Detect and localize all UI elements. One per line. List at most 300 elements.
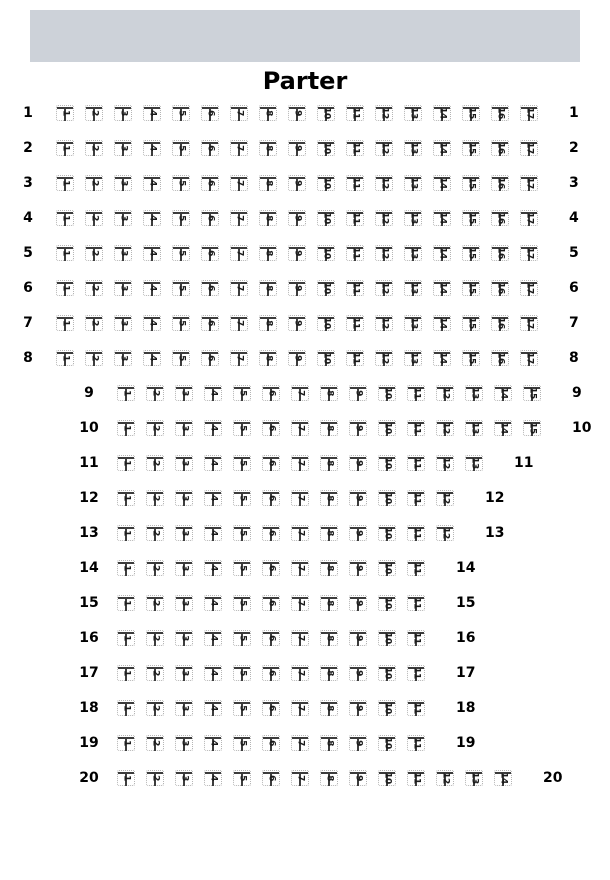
seat[interactable] <box>146 595 164 611</box>
seat[interactable] <box>491 210 509 226</box>
seat[interactable] <box>349 455 367 471</box>
seat[interactable] <box>204 420 222 436</box>
seat[interactable] <box>143 245 161 261</box>
seat[interactable] <box>262 735 280 751</box>
seat[interactable] <box>288 315 306 331</box>
seat[interactable] <box>117 770 135 786</box>
seat[interactable] <box>262 595 280 611</box>
seat[interactable] <box>288 350 306 366</box>
seat[interactable] <box>262 770 280 786</box>
seat[interactable] <box>262 560 280 576</box>
seat[interactable] <box>491 175 509 191</box>
seat[interactable] <box>172 245 190 261</box>
seat-number: 4 <box>208 599 219 606</box>
seat[interactable] <box>465 770 483 786</box>
seat[interactable] <box>407 420 425 436</box>
seat[interactable] <box>262 420 280 436</box>
seat[interactable] <box>491 280 509 296</box>
seat[interactable] <box>114 210 132 226</box>
seat[interactable] <box>117 665 135 681</box>
seat[interactable] <box>465 385 483 401</box>
seat[interactable] <box>201 105 219 121</box>
seat-number: 11 <box>350 141 361 154</box>
seat[interactable] <box>259 175 277 191</box>
seat[interactable] <box>349 735 367 751</box>
seat[interactable] <box>233 525 251 541</box>
seat[interactable] <box>317 210 335 226</box>
seat[interactable] <box>291 525 309 541</box>
seat[interactable] <box>143 105 161 121</box>
seat[interactable] <box>320 735 338 751</box>
seat[interactable] <box>465 455 483 471</box>
row-label-left: 4 <box>23 209 33 226</box>
seat[interactable] <box>433 175 451 191</box>
seat[interactable] <box>175 700 193 716</box>
seat[interactable] <box>143 350 161 366</box>
seat[interactable] <box>262 455 280 471</box>
seat[interactable] <box>288 280 306 296</box>
seat[interactable] <box>143 210 161 226</box>
seat[interactable] <box>404 140 422 156</box>
seat[interactable] <box>259 140 277 156</box>
seat[interactable] <box>433 140 451 156</box>
seat[interactable] <box>233 595 251 611</box>
row-seats <box>117 770 523 786</box>
seat[interactable] <box>317 105 335 121</box>
seat[interactable] <box>378 630 396 646</box>
seat-number: 17 <box>524 246 535 259</box>
seat[interactable] <box>117 560 135 576</box>
seat[interactable] <box>172 280 190 296</box>
seat-row <box>0 550 610 585</box>
seat[interactable] <box>491 350 509 366</box>
seat-number: 5 <box>176 319 187 326</box>
seat[interactable] <box>204 455 222 471</box>
seat[interactable] <box>433 245 451 261</box>
seat[interactable] <box>436 770 454 786</box>
seat[interactable] <box>201 350 219 366</box>
seat[interactable] <box>117 630 135 646</box>
seat[interactable] <box>407 385 425 401</box>
seat[interactable] <box>291 630 309 646</box>
seat-number: 9 <box>353 529 364 536</box>
seat[interactable] <box>523 420 541 436</box>
seat[interactable] <box>201 315 219 331</box>
seat[interactable] <box>375 105 393 121</box>
seat[interactable] <box>233 770 251 786</box>
seat[interactable] <box>407 525 425 541</box>
seat[interactable] <box>291 385 309 401</box>
seat[interactable] <box>523 385 541 401</box>
seat[interactable] <box>259 350 277 366</box>
seat[interactable] <box>320 770 338 786</box>
seat[interactable] <box>262 385 280 401</box>
seat[interactable] <box>317 280 335 296</box>
seat[interactable] <box>230 210 248 226</box>
seat[interactable] <box>291 490 309 506</box>
seat[interactable] <box>520 245 538 261</box>
seat[interactable] <box>436 420 454 436</box>
seat[interactable] <box>233 455 251 471</box>
seat[interactable] <box>291 455 309 471</box>
seat[interactable] <box>175 455 193 471</box>
row-label-right: 18 <box>456 699 476 716</box>
seat[interactable] <box>404 350 422 366</box>
seat[interactable] <box>349 385 367 401</box>
seat[interactable] <box>146 700 164 716</box>
seat[interactable] <box>378 735 396 751</box>
seat[interactable] <box>404 280 422 296</box>
seat[interactable] <box>175 385 193 401</box>
seat[interactable] <box>346 315 364 331</box>
seat[interactable] <box>375 315 393 331</box>
seat[interactable] <box>436 385 454 401</box>
seat[interactable] <box>262 490 280 506</box>
seat[interactable] <box>114 280 132 296</box>
seat[interactable] <box>204 560 222 576</box>
seat[interactable] <box>462 140 480 156</box>
seat[interactable] <box>404 245 422 261</box>
seat[interactable] <box>56 105 74 121</box>
row-label-right: 14 <box>456 559 476 576</box>
seat[interactable] <box>346 105 364 121</box>
seat[interactable] <box>201 140 219 156</box>
seat[interactable] <box>172 315 190 331</box>
seat[interactable] <box>288 210 306 226</box>
seat[interactable] <box>407 770 425 786</box>
seat[interactable] <box>349 700 367 716</box>
seat[interactable] <box>143 280 161 296</box>
seat[interactable] <box>259 245 277 261</box>
seat[interactable] <box>349 630 367 646</box>
seat[interactable] <box>146 665 164 681</box>
seat[interactable] <box>320 560 338 576</box>
seat[interactable] <box>262 630 280 646</box>
seat[interactable] <box>262 665 280 681</box>
seat[interactable] <box>404 105 422 121</box>
seat[interactable] <box>117 735 135 751</box>
seat[interactable] <box>433 280 451 296</box>
seat[interactable] <box>520 105 538 121</box>
seat[interactable] <box>56 315 74 331</box>
seat[interactable] <box>404 210 422 226</box>
seat[interactable] <box>204 665 222 681</box>
seat[interactable] <box>175 490 193 506</box>
seat[interactable] <box>175 560 193 576</box>
seat[interactable] <box>262 525 280 541</box>
seat[interactable] <box>230 350 248 366</box>
seat[interactable] <box>146 770 164 786</box>
seat[interactable] <box>233 665 251 681</box>
seat[interactable] <box>233 735 251 751</box>
seat[interactable] <box>346 245 364 261</box>
seat[interactable] <box>346 210 364 226</box>
seat[interactable] <box>85 140 103 156</box>
seat[interactable] <box>436 525 454 541</box>
seat[interactable] <box>172 140 190 156</box>
seat[interactable] <box>146 490 164 506</box>
seat[interactable] <box>291 420 309 436</box>
seat[interactable] <box>375 210 393 226</box>
seat[interactable] <box>204 385 222 401</box>
seat[interactable] <box>204 595 222 611</box>
seat[interactable] <box>175 630 193 646</box>
seat[interactable] <box>346 280 364 296</box>
seat[interactable] <box>175 525 193 541</box>
seat[interactable] <box>230 175 248 191</box>
seat[interactable] <box>56 210 74 226</box>
seat[interactable] <box>146 735 164 751</box>
seat[interactable] <box>407 665 425 681</box>
seat[interactable] <box>320 490 338 506</box>
seat[interactable] <box>433 105 451 121</box>
seat[interactable] <box>204 700 222 716</box>
seat[interactable] <box>85 105 103 121</box>
seat[interactable] <box>378 595 396 611</box>
seat[interactable] <box>378 455 396 471</box>
seat[interactable] <box>462 210 480 226</box>
seat[interactable] <box>520 280 538 296</box>
seat[interactable] <box>494 385 512 401</box>
seat-number: 12 <box>379 176 390 189</box>
seat[interactable] <box>201 245 219 261</box>
seat[interactable] <box>85 175 103 191</box>
seat[interactable] <box>259 105 277 121</box>
seat[interactable] <box>378 700 396 716</box>
seat[interactable] <box>175 735 193 751</box>
seat[interactable] <box>204 735 222 751</box>
seat[interactable] <box>494 770 512 786</box>
seat[interactable] <box>433 210 451 226</box>
seat[interactable] <box>114 350 132 366</box>
seat[interactable] <box>407 735 425 751</box>
seat[interactable] <box>201 175 219 191</box>
seat[interactable] <box>172 350 190 366</box>
seat[interactable] <box>143 315 161 331</box>
seat[interactable] <box>56 280 74 296</box>
seat[interactable] <box>320 525 338 541</box>
seat-number: 11 <box>350 316 361 329</box>
seat[interactable] <box>146 560 164 576</box>
seat[interactable] <box>56 350 74 366</box>
seat[interactable] <box>233 630 251 646</box>
seat[interactable] <box>230 245 248 261</box>
seat[interactable] <box>291 595 309 611</box>
seat[interactable] <box>204 525 222 541</box>
seat[interactable] <box>407 630 425 646</box>
seat[interactable] <box>288 140 306 156</box>
seat[interactable] <box>433 350 451 366</box>
seat[interactable] <box>288 105 306 121</box>
seat[interactable] <box>233 420 251 436</box>
seat[interactable] <box>320 385 338 401</box>
seat[interactable] <box>462 105 480 121</box>
seat-number: 7 <box>295 459 306 466</box>
seat[interactable] <box>491 105 509 121</box>
seat[interactable] <box>320 595 338 611</box>
seat[interactable] <box>404 315 422 331</box>
seat[interactable] <box>291 560 309 576</box>
seat[interactable] <box>114 315 132 331</box>
seat[interactable] <box>404 175 422 191</box>
seat[interactable] <box>520 140 538 156</box>
seat[interactable] <box>230 140 248 156</box>
seat[interactable] <box>117 385 135 401</box>
seat[interactable] <box>233 700 251 716</box>
seat[interactable] <box>320 630 338 646</box>
seat[interactable] <box>117 525 135 541</box>
seat[interactable] <box>291 665 309 681</box>
seat[interactable] <box>317 175 335 191</box>
seat[interactable] <box>375 245 393 261</box>
seat[interactable] <box>85 350 103 366</box>
seat[interactable] <box>56 245 74 261</box>
seat[interactable] <box>291 770 309 786</box>
seat[interactable] <box>233 560 251 576</box>
seat[interactable] <box>375 140 393 156</box>
seat[interactable] <box>349 490 367 506</box>
seat[interactable] <box>349 420 367 436</box>
seat[interactable] <box>175 420 193 436</box>
seat[interactable] <box>85 245 103 261</box>
seat[interactable] <box>230 280 248 296</box>
row-label-left: 2 <box>23 139 33 156</box>
seat[interactable] <box>204 770 222 786</box>
seat[interactable] <box>114 105 132 121</box>
seat[interactable] <box>117 595 135 611</box>
seat[interactable] <box>288 245 306 261</box>
seat[interactable] <box>349 665 367 681</box>
seat[interactable] <box>436 490 454 506</box>
seat[interactable] <box>172 175 190 191</box>
seat[interactable] <box>85 280 103 296</box>
seat[interactable] <box>146 455 164 471</box>
seat[interactable] <box>494 420 512 436</box>
seat[interactable] <box>520 210 538 226</box>
seat[interactable] <box>378 525 396 541</box>
seat-number: 9 <box>292 249 303 256</box>
seat[interactable] <box>259 315 277 331</box>
seat[interactable] <box>143 175 161 191</box>
seat[interactable] <box>407 700 425 716</box>
seat[interactable] <box>346 175 364 191</box>
seat[interactable] <box>114 175 132 191</box>
seat[interactable] <box>349 595 367 611</box>
seat-number: 2 <box>150 739 161 746</box>
seat[interactable] <box>320 700 338 716</box>
seat[interactable] <box>85 210 103 226</box>
seat[interactable] <box>204 630 222 646</box>
seat[interactable] <box>407 490 425 506</box>
seat[interactable] <box>233 490 251 506</box>
seat[interactable] <box>407 595 425 611</box>
seat[interactable] <box>462 245 480 261</box>
seat[interactable] <box>491 140 509 156</box>
seat[interactable] <box>462 280 480 296</box>
seat[interactable] <box>117 700 135 716</box>
seat[interactable] <box>317 315 335 331</box>
seat[interactable] <box>114 140 132 156</box>
seat[interactable] <box>320 455 338 471</box>
seat[interactable] <box>146 385 164 401</box>
seat[interactable] <box>349 560 367 576</box>
seat[interactable] <box>56 140 74 156</box>
seat[interactable] <box>117 455 135 471</box>
seat[interactable] <box>520 350 538 366</box>
seat[interactable] <box>262 700 280 716</box>
seat[interactable] <box>114 245 132 261</box>
seat[interactable] <box>204 490 222 506</box>
seat[interactable] <box>291 700 309 716</box>
seat[interactable] <box>346 140 364 156</box>
seat[interactable] <box>491 315 509 331</box>
seat[interactable] <box>146 420 164 436</box>
seat[interactable] <box>491 245 509 261</box>
seat[interactable] <box>291 735 309 751</box>
seat[interactable] <box>436 455 454 471</box>
seat[interactable] <box>349 525 367 541</box>
seat[interactable] <box>175 770 193 786</box>
seat[interactable] <box>375 280 393 296</box>
seat-number: 6 <box>205 214 216 221</box>
seat[interactable] <box>465 420 483 436</box>
seat[interactable] <box>407 560 425 576</box>
seat[interactable] <box>407 455 425 471</box>
seat[interactable] <box>375 175 393 191</box>
seat[interactable] <box>346 350 364 366</box>
seat[interactable] <box>172 105 190 121</box>
seat[interactable] <box>172 210 190 226</box>
seat[interactable] <box>462 175 480 191</box>
seat[interactable] <box>433 315 451 331</box>
seat[interactable] <box>175 595 193 611</box>
seat[interactable] <box>201 210 219 226</box>
seat[interactable] <box>320 420 338 436</box>
seat[interactable] <box>85 315 103 331</box>
seat[interactable] <box>378 560 396 576</box>
seat[interactable] <box>378 490 396 506</box>
seat[interactable] <box>143 140 161 156</box>
seat[interactable] <box>259 280 277 296</box>
seat[interactable] <box>378 665 396 681</box>
seat[interactable] <box>233 385 251 401</box>
seat[interactable] <box>462 350 480 366</box>
seat[interactable] <box>378 385 396 401</box>
seat[interactable] <box>259 210 277 226</box>
seat[interactable] <box>375 350 393 366</box>
seat[interactable] <box>349 770 367 786</box>
seat[interactable] <box>520 175 538 191</box>
seat[interactable] <box>288 175 306 191</box>
seat[interactable] <box>201 280 219 296</box>
seat[interactable] <box>378 420 396 436</box>
seat[interactable] <box>520 315 538 331</box>
seat[interactable] <box>230 105 248 121</box>
seat[interactable] <box>56 175 74 191</box>
seat[interactable] <box>320 665 338 681</box>
seat[interactable] <box>146 525 164 541</box>
seat[interactable] <box>317 350 335 366</box>
seat[interactable] <box>175 665 193 681</box>
seat[interactable] <box>317 245 335 261</box>
seat[interactable] <box>117 420 135 436</box>
seat[interactable] <box>378 770 396 786</box>
seat[interactable] <box>317 140 335 156</box>
seat[interactable] <box>462 315 480 331</box>
seat[interactable] <box>117 490 135 506</box>
seat[interactable] <box>230 315 248 331</box>
seat[interactable] <box>146 630 164 646</box>
